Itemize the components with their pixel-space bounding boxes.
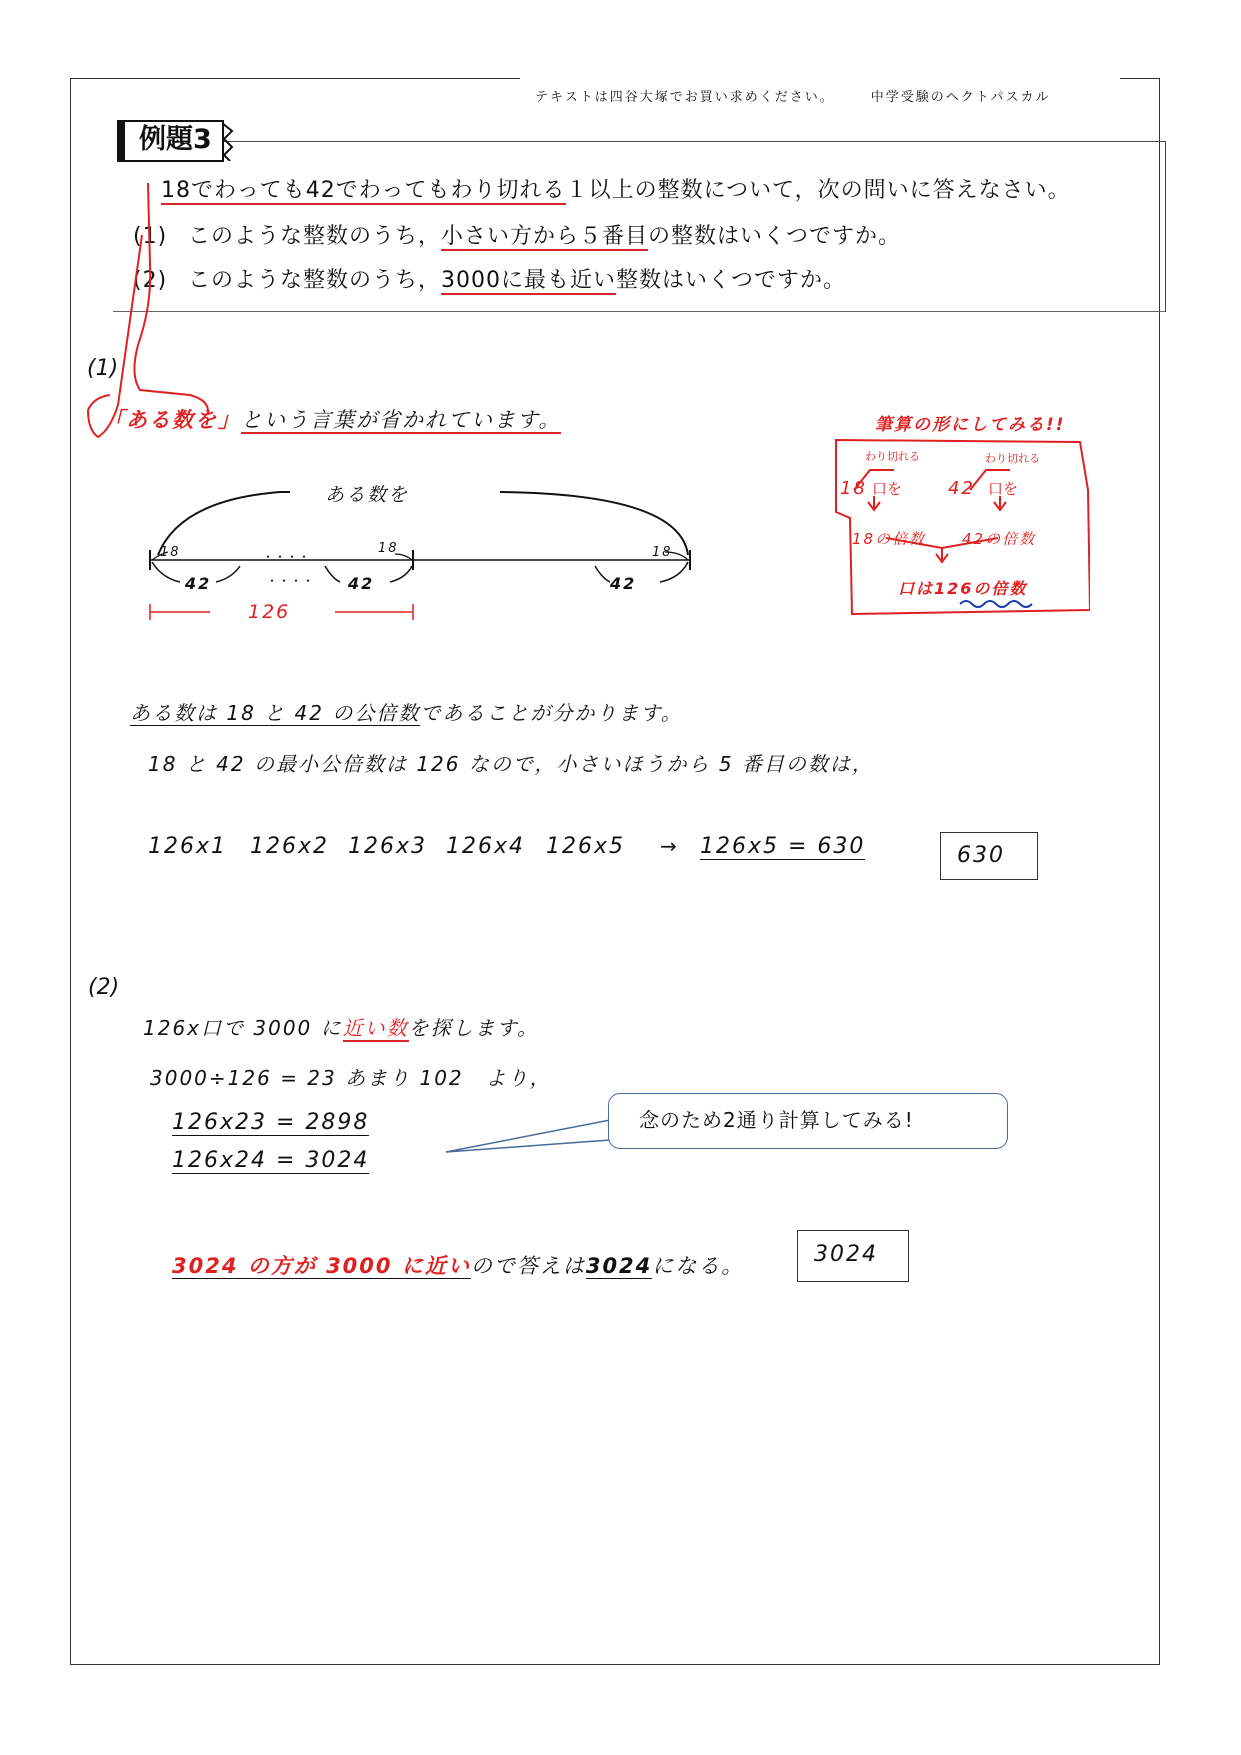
product-1: 126x1 — [148, 834, 228, 859]
part2-label: (2) — [88, 975, 120, 1000]
conclusion-tail: になる。 — [652, 1254, 745, 1278]
problem-box-bottom-line — [113, 311, 1165, 312]
part2-line2: 3000÷126 = 23 あまり 102 より， — [150, 1066, 552, 1090]
memo-left-head: わり切れる — [865, 450, 920, 463]
q2-pre: このような整数のうち， — [188, 268, 442, 293]
part2-conclusion — [172, 1250, 744, 1280]
part2-line1-post: を探します。 — [408, 1016, 540, 1040]
question-1 — [133, 219, 901, 250]
part1-line2: 18 と 42 の最小公倍数は 126 なので，小さいほうから 5 番目の数は， — [148, 752, 874, 776]
product-3: 126x3 — [348, 834, 428, 859]
page-header — [535, 86, 1051, 105]
q2-post: 整数はいくつですか。 — [616, 268, 847, 293]
memo-left-result: 18の倍数 — [852, 530, 927, 548]
conclusion-mid: ので答えは — [470, 1254, 586, 1278]
part2-calc2: 126x24 = 3024 — [172, 1148, 370, 1173]
part2-line1 — [143, 1012, 539, 1041]
stem-underlined: 18でわっても42でわってもわり切れる — [161, 178, 566, 203]
diagram-dots-top: ・・・・ — [262, 550, 311, 564]
diagram-18-a: 18 — [160, 545, 181, 560]
q1-post: の整数はいくつですか。 — [648, 224, 902, 249]
diagram-top-label: ある数を — [325, 484, 410, 506]
q2-number: (2) — [133, 268, 168, 293]
product-5: 126x5 — [546, 834, 626, 859]
arrow-icon: → — [660, 834, 677, 858]
product-4: 126x4 — [446, 834, 526, 859]
q2-underlined: 3000に最も近い — [441, 268, 617, 293]
diagram-dots-bottom: ・・・・ — [266, 574, 315, 588]
header-left-text: テキストは四谷大塚でお買い求めください。 — [535, 90, 835, 105]
part1-line1-underlined: ある数は 18 と 42 の公倍数 — [130, 701, 421, 725]
part2-line1-red: 近い数 — [342, 1016, 409, 1040]
diagram-42-b: 42 — [348, 574, 375, 593]
memo-right-box: 口を — [988, 480, 1019, 498]
omitted-rest: という言葉が省かれています。 — [241, 408, 562, 432]
diagram-span-label: 126 — [248, 601, 291, 623]
callout-note: 念のため2通り計算してみる! — [608, 1093, 1008, 1149]
part1-line1-tail: であることが分かります。 — [420, 701, 683, 725]
diagram-18-c: 18 — [652, 545, 673, 560]
q1-number: (1) — [133, 224, 168, 249]
omitted-red: 「ある数を」 — [103, 408, 241, 432]
conclusion-red: 3024 の方が 3000 に近い — [172, 1254, 471, 1278]
number-line-diagram — [140, 470, 700, 630]
omitted-note — [103, 404, 561, 434]
product-2: 126x2 — [250, 834, 330, 859]
memo-left-box: 口を — [872, 480, 903, 498]
memo-right-head: わり切れる — [985, 452, 1040, 465]
part2-answer-box: 3024 — [797, 1230, 909, 1282]
diagram-18-b: 18 — [378, 541, 399, 556]
tag-zigzag-icon — [222, 121, 236, 161]
part1-answer-box: 630 — [940, 832, 1038, 880]
part1-result: 126x5 = 630 — [700, 834, 866, 859]
q1-underlined: 小さい方から５番目 — [441, 224, 649, 249]
memo-title: 筆算の形にしてみる!! — [875, 415, 1066, 435]
problem-stem — [161, 173, 1071, 204]
q1-pre: このような整数のうち， — [188, 224, 442, 249]
memo-right-result: 42の倍数 — [962, 530, 1037, 548]
example-tag: 例題3 — [117, 120, 224, 162]
part2-calc1: 126x23 = 2898 — [172, 1110, 370, 1135]
header-mask — [520, 70, 1120, 86]
diagram-42-c: 42 — [610, 574, 637, 593]
stem-rest: １以上の整数について，次の問いに答えなさい。 — [565, 178, 1071, 203]
part1-line1 — [130, 697, 683, 726]
part2-line1-pre: 126x口で 3000 に — [143, 1016, 343, 1040]
memo-left-div: 18 — [840, 478, 867, 499]
memo-right-div: 42 — [948, 478, 975, 499]
memo-conclusion: 口は126の倍数 — [898, 579, 1028, 598]
diagram-42-a: 42 — [185, 574, 212, 593]
part1-label: (1) — [87, 356, 119, 381]
conclusion-answer: 3024 — [585, 1254, 653, 1278]
header-right-text: 中学受験のヘクトパスカル — [870, 90, 1051, 105]
